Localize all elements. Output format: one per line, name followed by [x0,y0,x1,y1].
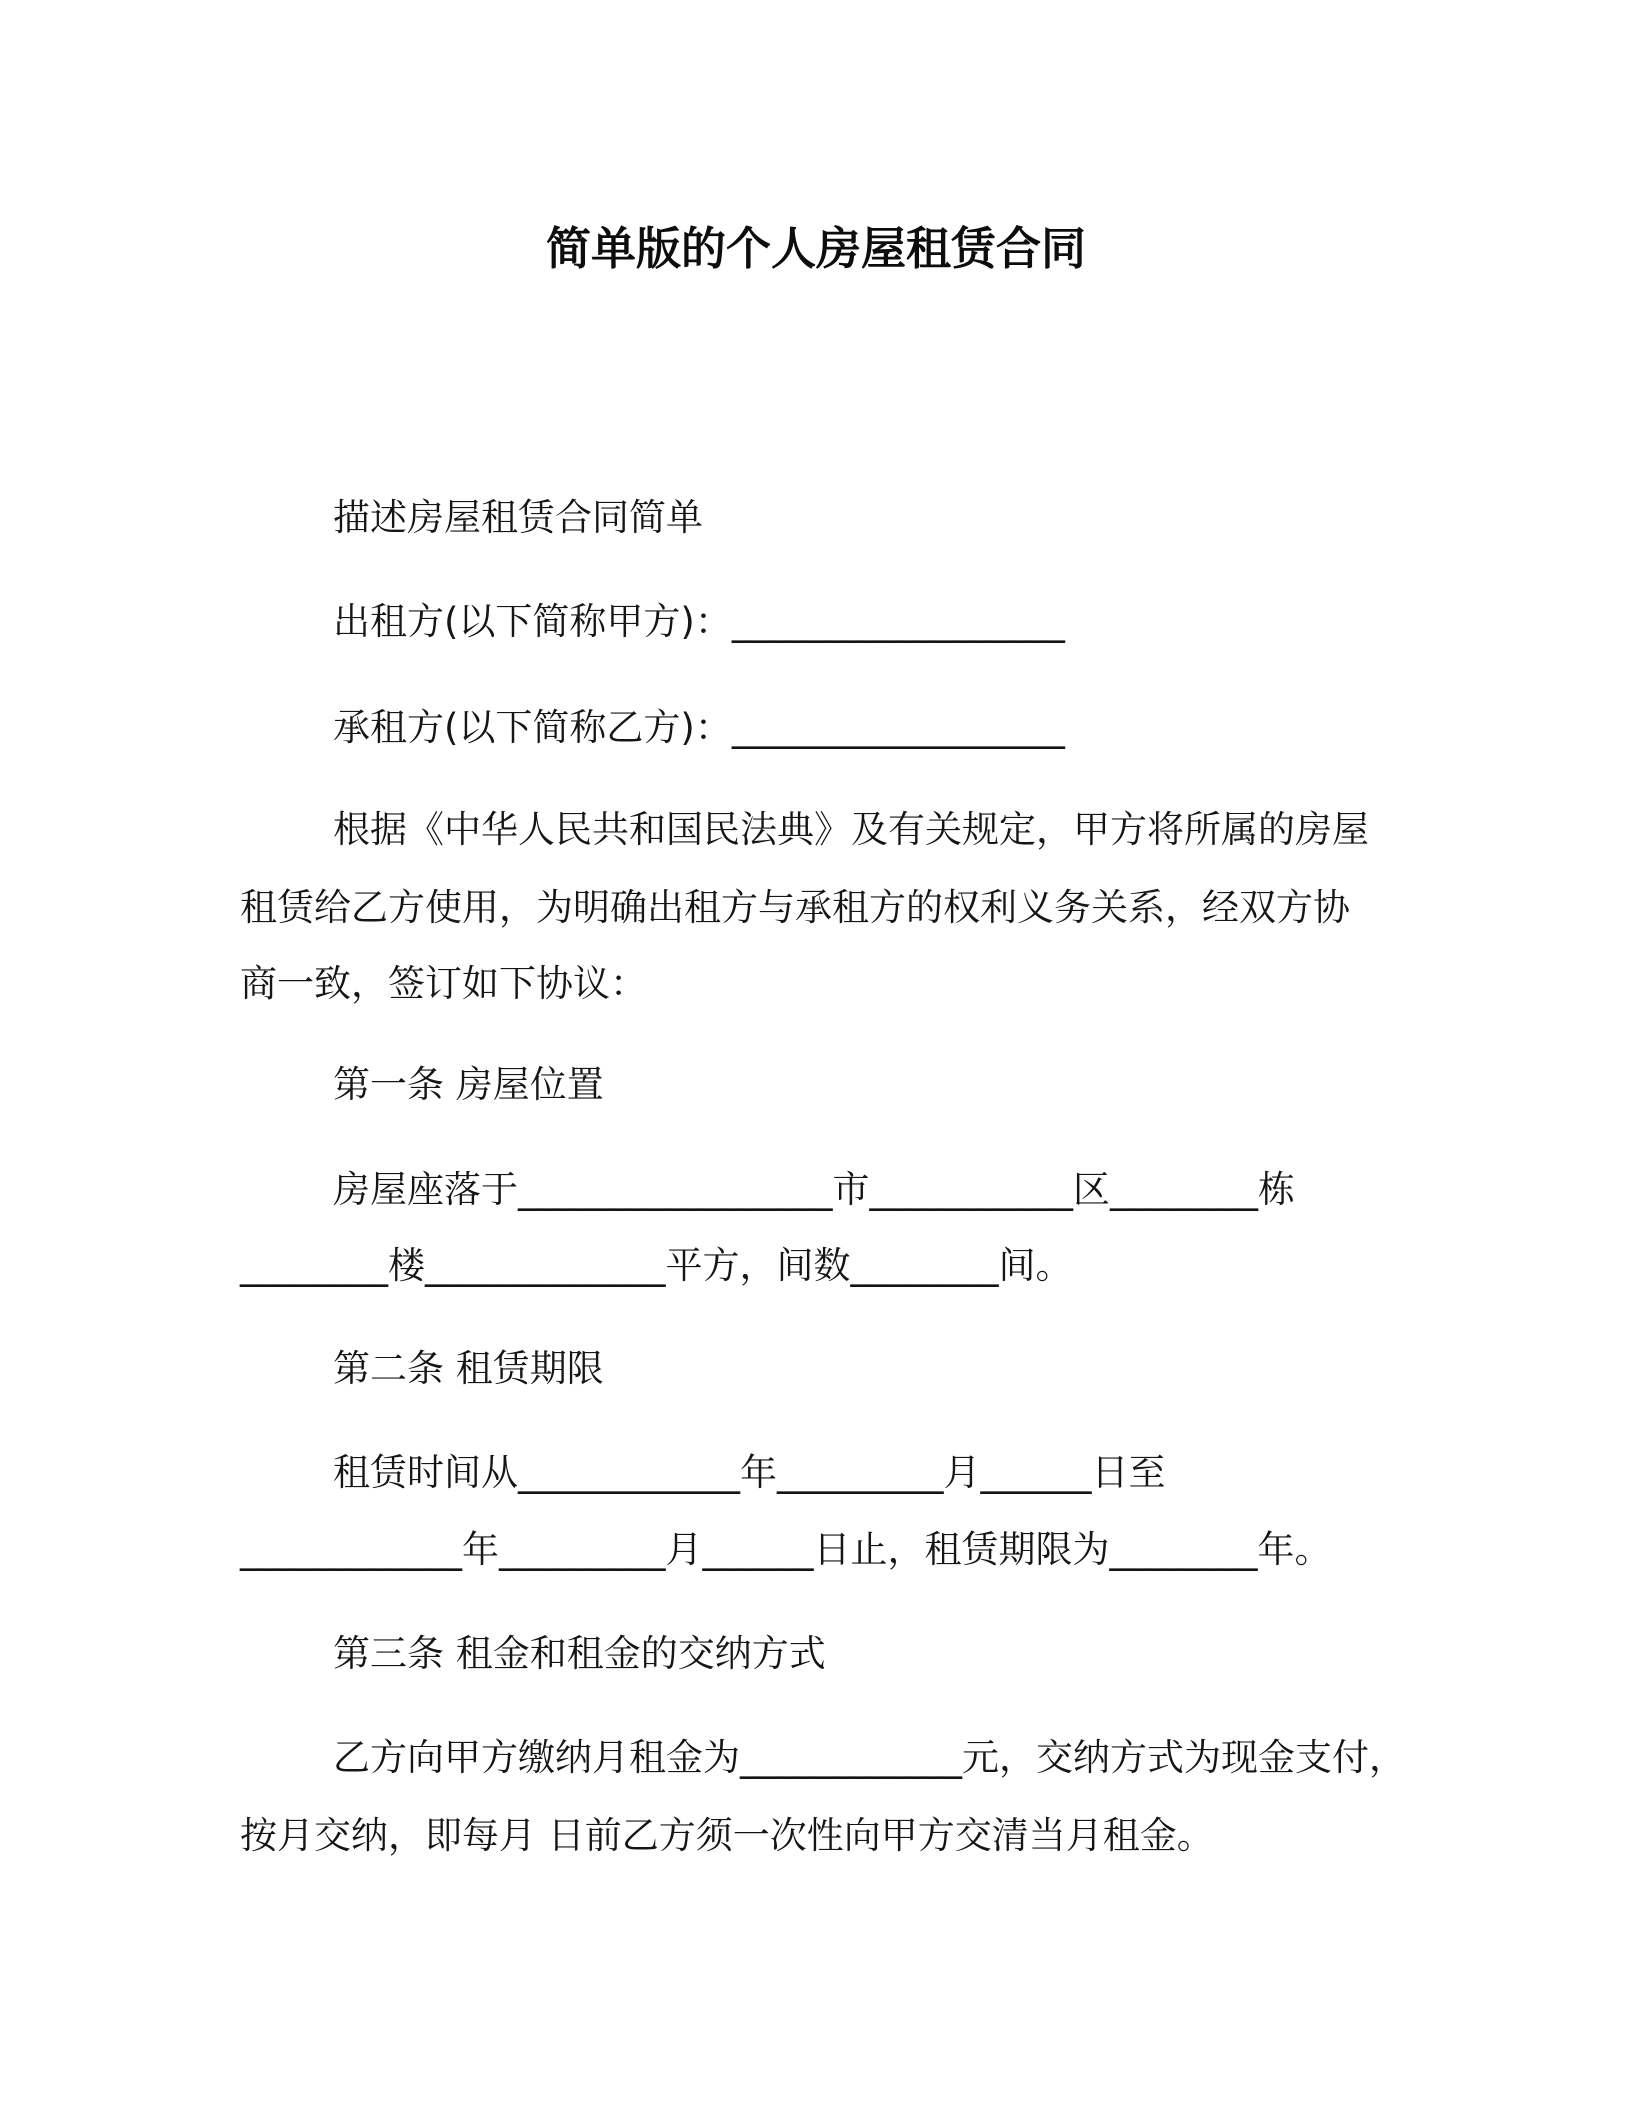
blank-field-rooms: ________ [850,1244,999,1287]
lessee-label: 承租方(以下简称乙方)： [333,706,732,749]
blank-field-end-month: _________ [499,1528,666,1571]
text-segment: 日至 [1091,1451,1166,1494]
text-segment: 房屋座落于 [333,1168,518,1211]
text-segment: 月 [665,1528,703,1571]
text-segment: 年。 [1257,1528,1332,1571]
lessee-blank-field: __________________ [731,706,1065,749]
article-1-line-1 [333,1151,1295,1228]
text-segment: 区 [1073,1168,1110,1211]
blank-field-building: ________ [1110,1168,1258,1211]
lessor-blank-field: __________________ [731,600,1065,643]
text-segment: 乙方向甲方缴纳月租金为 [333,1736,740,1779]
blank-field-area: _____________ [425,1244,666,1287]
lessee-line [333,689,1065,766]
preamble-line-2: 租赁给乙方使用，为明确出租方与承租方的权利义务关系，经双方协 [240,886,1350,929]
blank-field-floor: ________ [240,1244,388,1287]
article-2-line-2 [240,1511,1332,1588]
text-segment: 元，交纳方式为现金支付， [962,1736,1406,1779]
blank-field-start-day: ______ [980,1451,1092,1494]
text-segment: 日止，租赁期限为 [813,1528,1110,1571]
article-3-heading: 第三条 租金和租金的交纳方式 [333,1632,826,1675]
blank-field-term-years: ________ [1109,1528,1258,1571]
article-1-line-2 [240,1227,1073,1304]
text-segment: 年 [462,1528,499,1571]
blank-field-start-month: _________ [777,1451,944,1494]
blank-field-end-year: ____________ [240,1528,462,1571]
blank-field-city: _________________ [518,1168,833,1211]
text-segment: 间。 [998,1244,1073,1287]
article-3-line-1 [333,1719,1406,1796]
text-segment: 市 [832,1168,870,1211]
text-segment: 租赁时间从 [333,1451,518,1494]
blank-field-district: ___________ [869,1168,1073,1211]
text-segment: 楼 [388,1244,425,1287]
text-segment: 平方，间数 [665,1244,851,1287]
document-title: 简单版的个人房屋租赁合同 [545,222,1086,275]
lessor-label: 出租方(以下简称甲方)： [333,600,732,643]
intro-line: 描述房屋租赁合同简单 [333,496,703,539]
article-1-heading: 第一条 房屋位置 [333,1063,604,1106]
text-segment: 月 [943,1451,981,1494]
text-segment: 年 [740,1451,777,1494]
preamble-line-3: 商一致，签订如下协议： [240,962,647,1005]
blank-field-start-year: ____________ [518,1451,740,1494]
blank-field-end-day: ______ [702,1528,814,1571]
blank-field-monthly-rent: ____________ [740,1736,962,1779]
preamble-line-1: 根据《中华人民共和国民法典》及有关规定，甲方将所属的房屋 [333,808,1369,851]
lessor-line [333,583,1065,660]
article-2-heading: 第二条 租赁期限 [333,1347,604,1390]
article-2-line-1 [333,1434,1166,1511]
text-segment: 栋 [1258,1168,1295,1211]
article-3-line-2: 按月交纳，即每月 日前乙方须一次性向甲方交清当月租金。 [240,1814,1214,1857]
